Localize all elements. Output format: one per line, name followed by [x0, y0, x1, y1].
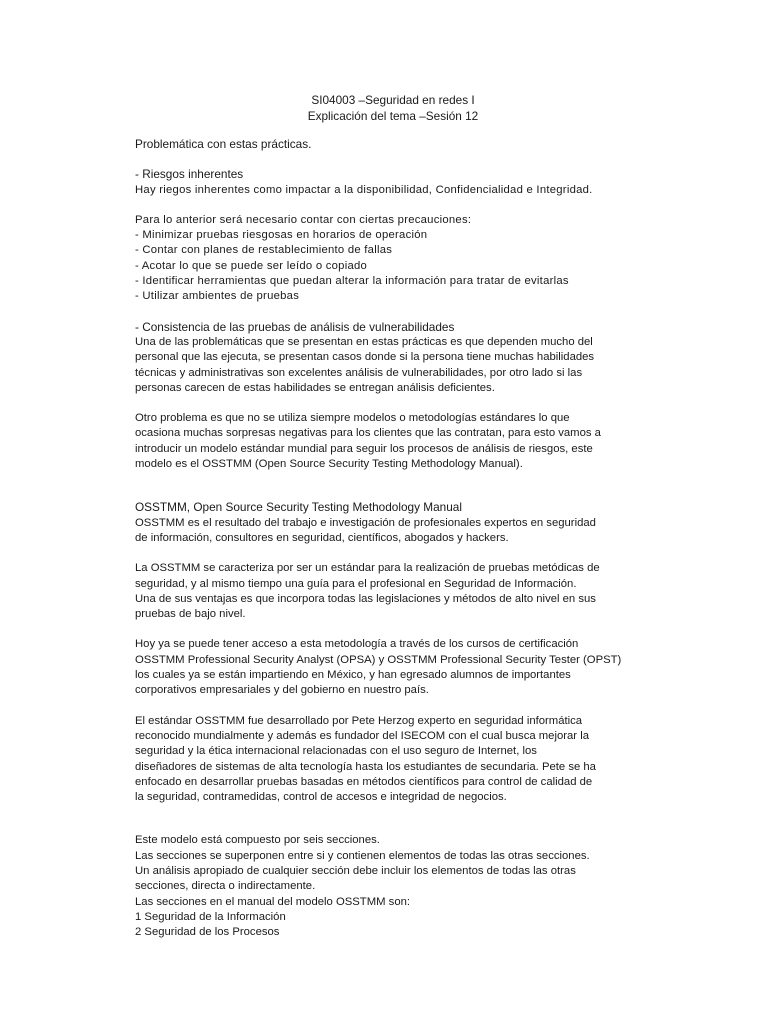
paragraph-line: OSSTMM Professional Security Analyst (OPSA) y OSSTMM Professional Security Tester (OPST) [135, 653, 622, 666]
riesgos-text: Hay riegos inherentes como impactar a la disponibilidad, Confidencialidad e Integridad. [135, 183, 593, 196]
session-title: Explicación del tema –Sesión 12 [307, 108, 479, 123]
list-item: 2 Seguridad de los Procesos [135, 926, 280, 939]
paragraph-line: personal que las ejecuta, se presentan casos donde si la persona tiene muchas habilidades [135, 351, 595, 364]
paragraph-line: seguridad, y al mismo tiempo una guía para el profesional en Seguridad de Información. [135, 577, 577, 590]
paragraph-line: introducir un modelo estándar mundial para seguir los procesos de análisis de riesgos, este [135, 442, 593, 455]
otro-problema-section [135, 411, 655, 472]
paragraph-line: Las secciones se superponen entre si y contienen elementos de todas las otras secciones. [135, 849, 590, 862]
intro-section [135, 137, 655, 152]
paragraph-line: El estándar OSSTMM fue desarrollado por Pete Herzog experto en seguridad informática [135, 714, 583, 727]
paragraph-line: La OSSTMM se caracteriza por ser un estándar para la realización de pruebas metódicas de [135, 562, 600, 575]
paragraph-line: Una de las problemáticas que se presentan en estas prácticas es que dependen mucho del [135, 335, 593, 348]
consistencia-section [135, 320, 655, 396]
list-item: - Minimizar pruebas riesgosas en horarios de operación [135, 229, 428, 242]
paragraph-line: OSSTMM es el resultado del trabajo e investigación de profesionales expertos en seguridad [135, 516, 596, 529]
list-item: 1 Seguridad de la Información [135, 910, 286, 923]
paragraph-line: ocasiona muchas sorpresas negativas para los clientes que las contratan, para esto vamos a [135, 427, 601, 440]
riesgos-section [135, 167, 655, 198]
paragraph-line: técnicas y administrativas son excelentes análisis de vulnerabilidades, por otro lado si las [135, 366, 583, 379]
paragraph-line: corporativos empresariales y del gobierno en nuestro país. [135, 684, 429, 697]
consistencia-heading: - Consistencia de las pruebas de análisis de vulnerabilidades [135, 319, 455, 334]
paragraph-line: enfocado en desarrollar pruebas basadas en métodos científicos para control de calidad de [135, 775, 593, 788]
list-item: - Utilizar ambientes de pruebas [135, 290, 300, 303]
list-item: - Contar con planes de restablecimiento de fallas [135, 244, 393, 257]
paragraph-line: Para lo anterior será necesario contar con ciertas precauciones: [135, 213, 472, 226]
osstmm-heading: OSSTMM, Open Source Security Testing Methodology Manual [135, 500, 462, 515]
course-title: SI04003 –Seguridad en redes I [311, 93, 475, 107]
intro-heading: Problemática con estas prácticas. [135, 137, 312, 151]
paragraph-line: personas carecen de estas habilidades se entregan análisis deficientes. [135, 381, 495, 394]
paragraph-line: los cuales ya se están impartiendo en México, y han egresado alumnos de importantes [135, 669, 571, 682]
document-header [0, 93, 768, 124]
paragraph-line: Una de sus ventajas es que incorpora todas las legislaciones y métodos de alto nivel en sus [135, 592, 596, 605]
paragraph-line: la seguridad, contramedidas, control de accesos e integridad de negocios. [135, 791, 507, 804]
riesgos-heading: - Riesgos inherentes [135, 167, 244, 182]
caracteriza-section [135, 561, 655, 622]
paragraph-line: reconocido mundialmente y además es fundador del ISECOM con el cual busca mejorar la [135, 729, 589, 742]
paragraph-line: modelo es el OSSTMM (Open Source Security Testing Methodology Manual). [135, 458, 523, 471]
paragraph-line: diseñadores de sistemas de alta tecnología hasta los estudiantes de secundaria. Pete se ha [135, 760, 596, 773]
osstmm-section [135, 500, 655, 546]
modelo-section [135, 833, 655, 940]
list-item: - Acotar lo que se puede ser leído o copiado [135, 259, 368, 272]
paragraph-line: Otro problema es que no se utiliza siempre modelos o metodologías estándares lo que [135, 412, 570, 425]
document-body [135, 137, 655, 955]
paragraph-line: Un análisis apropiado de cualquier sección debe incluir los elementos de todas las otras [135, 864, 576, 877]
acceso-section [135, 637, 655, 698]
paragraph-line: Este modelo está compuesto por seis secciones. [135, 834, 380, 847]
paragraph-line: de información, consultores en seguridad, científicos, abogados y hackers. [135, 531, 509, 544]
paragraph-line: Las secciones en el manual del modelo OSSTMM son: [135, 895, 411, 908]
list-item: - Identificar herramientas que puedan alterar la información para tratar de evitarlas [135, 275, 569, 288]
paragraph-line: secciones, directa o indirectamente. [135, 880, 316, 893]
estandar-section [135, 714, 655, 806]
paragraph-line: seguridad y la ética internacional relacionadas con el uso seguro de Internet, los [135, 745, 537, 758]
paragraph-line: pruebas de bajo nivel. [135, 608, 246, 621]
paragraph-line: Hoy ya se puede tener acceso a esta metodología a través de los cursos de certificación [135, 638, 579, 651]
precauciones-section [135, 213, 655, 305]
